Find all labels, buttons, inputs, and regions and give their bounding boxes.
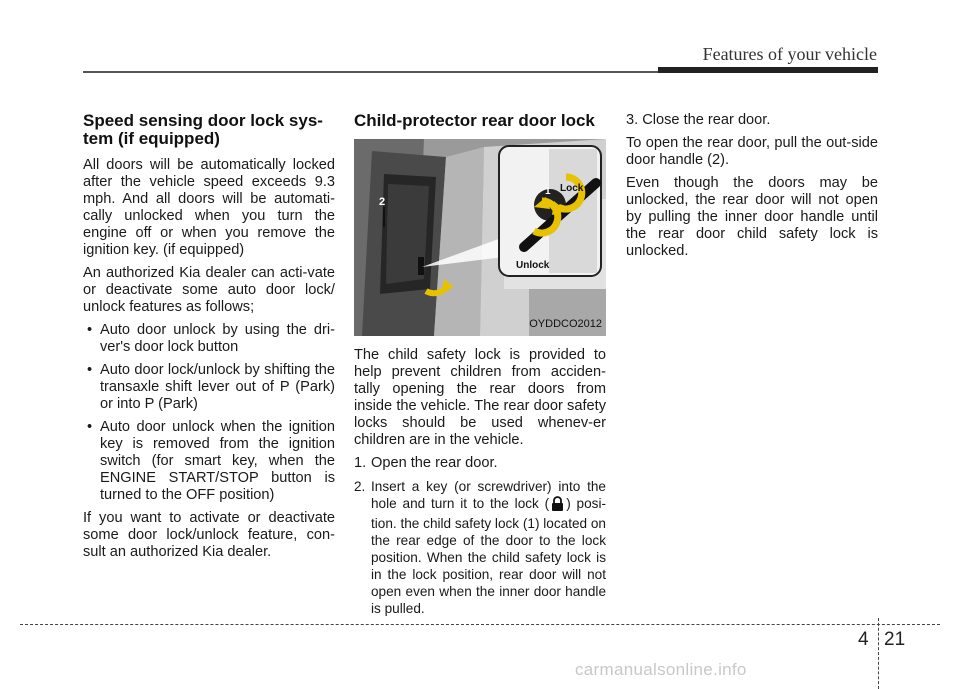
steps-list bbox=[354, 455, 606, 617]
callout-2: 2 bbox=[379, 196, 386, 208]
list-item bbox=[354, 455, 606, 472]
page-number: 21 bbox=[884, 629, 906, 650]
lock-label: Lock bbox=[560, 183, 584, 194]
step-number: 1. bbox=[354, 455, 367, 471]
step-paragraph: 3. Close the rear door. bbox=[626, 112, 771, 128]
footer-divider bbox=[878, 618, 879, 689]
unlock-label: Unlock bbox=[516, 260, 550, 271]
paragraph: All doors will be automatically locked after the vehicle speed exceeds 9.3 mph. And all doors will be automati-cally unlocked when you turn the engine off or when you remove the ignition key. (if equipped) bbox=[83, 157, 335, 258]
door-illustration-svg bbox=[354, 139, 606, 336]
step-text: ) posi-tion. the child safety lock (1) located on the rear edge of the door to the lock position. When the child safety lock is in the lock position, rear door will not open even when the inner door handle is pulled. bbox=[371, 496, 606, 616]
step-text: Open the rear door. bbox=[371, 455, 498, 471]
feature-list bbox=[83, 322, 335, 504]
chapter-number: 4 bbox=[858, 629, 869, 650]
list-item: • Auto door lock/unlock by shifting the transaxle shift lever out of P (Park) or into P (Park) bbox=[83, 362, 335, 413]
heading-line: Speed sensing door lock sys- tem (if equipped) bbox=[83, 111, 323, 148]
running-header-title: Features of your vehicle bbox=[702, 44, 877, 64]
paragraph: The child safety lock is provided to help prevent children from acciden-tally opening the rear doors from inside the vehicle. The rear door safety locks should be used whenev-er children are in the vehicle. bbox=[354, 347, 606, 448]
middle-column bbox=[354, 112, 606, 623]
list-item: • Auto door unlock when the ignition key is removed from the ignition switch (for smart key, when the ENGINE START/STOP button is turned to the OFF position) bbox=[83, 419, 335, 504]
watermark: carmanualsonline.info bbox=[575, 660, 747, 679]
left-column bbox=[83, 112, 335, 567]
step-number: 2. bbox=[354, 479, 366, 494]
section-heading-child-lock: Child-protector rear door lock bbox=[354, 111, 595, 130]
footer-rule bbox=[20, 624, 940, 625]
header-rule-accent bbox=[658, 67, 878, 73]
figure-code: OYDDCO2012 bbox=[529, 318, 602, 330]
section-heading-speed-lock bbox=[83, 112, 335, 148]
paragraph: An authorized Kia dealer can acti-vate or deactivate some auto door lock/ unlock features as follows; bbox=[83, 265, 335, 315]
step-text: Insert a key (or screwdriver) into the hole and turn it to the lock ( bbox=[371, 479, 606, 511]
lock-icon bbox=[551, 496, 564, 515]
list-item bbox=[354, 478, 606, 617]
paragraph: To open the rear door, pull the out-side door handle (2). bbox=[626, 135, 878, 168]
right-column bbox=[626, 112, 878, 266]
paragraph: Even though the doors may be unlocked, the rear door will not open by pulling the inner door handle until the rear door child safety lock is unlocked. bbox=[626, 175, 878, 259]
list-item: • Auto door unlock by using the dri-ver's door lock button bbox=[83, 322, 335, 356]
paragraph: If you want to activate or deactivate some door lock/unlock feature, con-sult an authorized Kia dealer. bbox=[83, 510, 335, 560]
door-lock-illustration bbox=[354, 139, 606, 336]
callout-1: 1 bbox=[545, 186, 551, 197]
